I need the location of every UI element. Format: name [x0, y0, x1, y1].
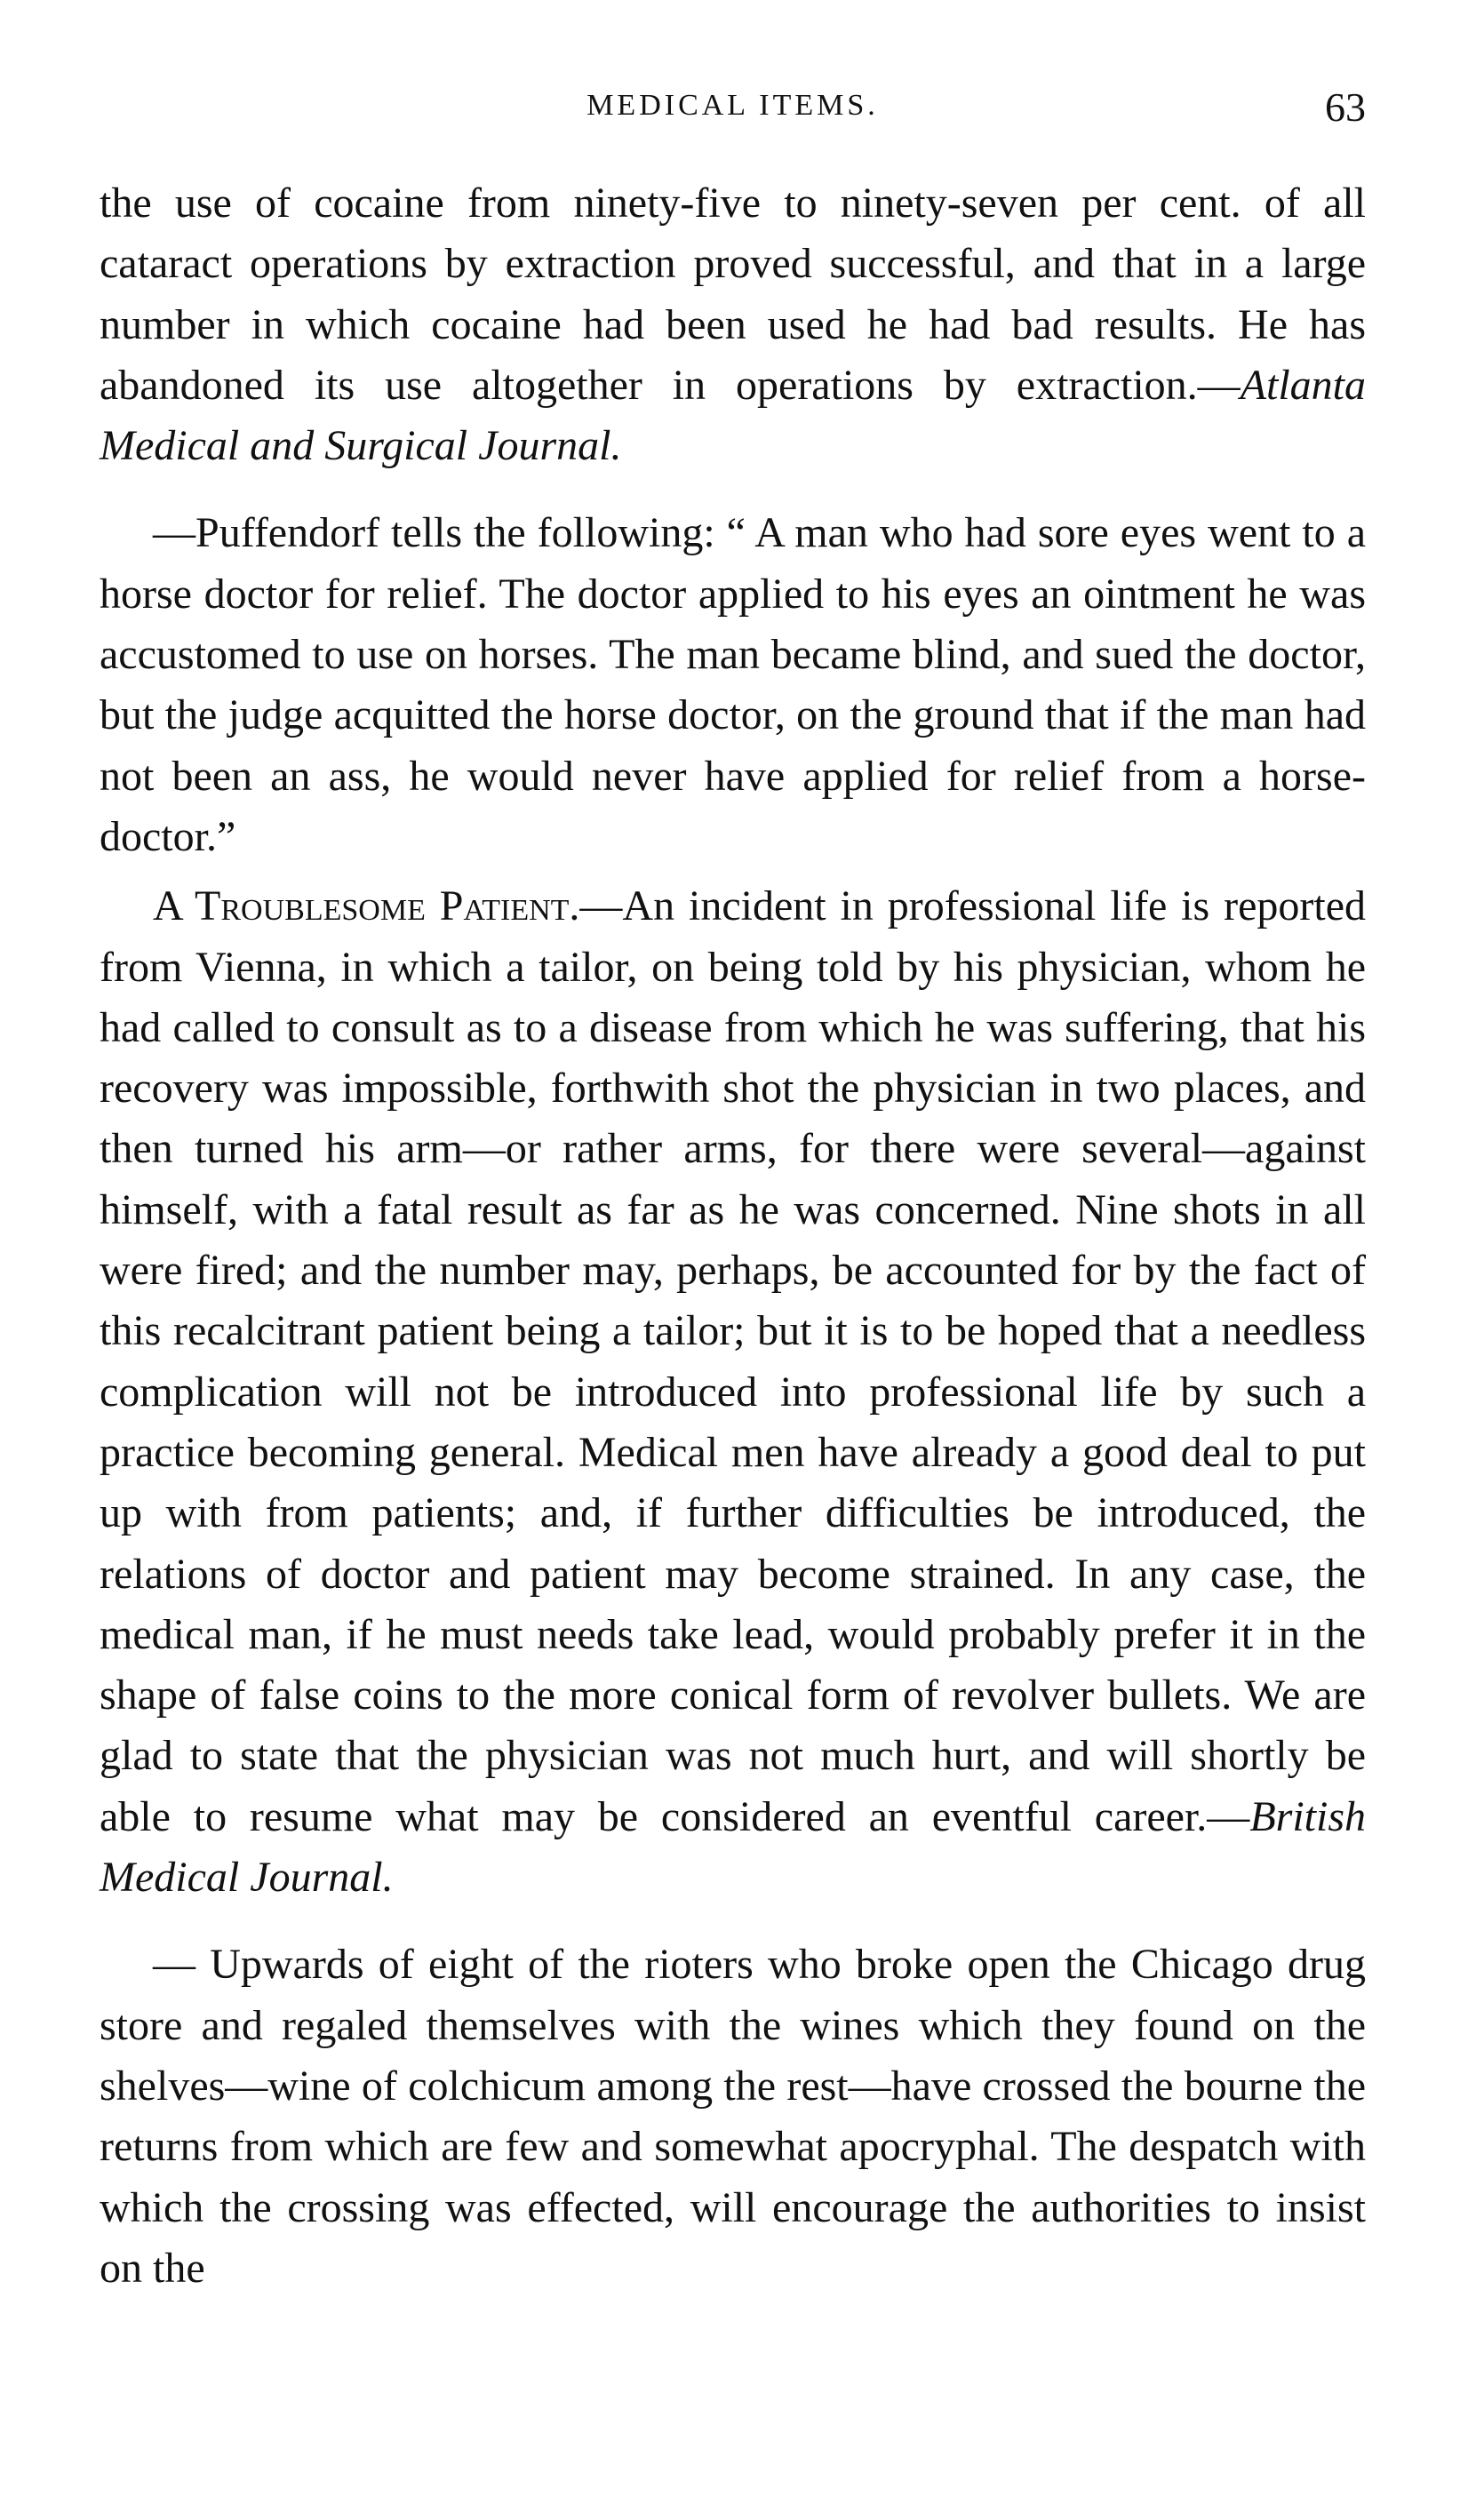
paragraph-heading: A Troublesome Patient.: [153, 882, 580, 930]
paragraph-puffendorf: [100, 503, 1366, 867]
paragraph-text: — Upwards of eight of the rioters who broke open the Chicago drug store and regaled themselves with the wines which they found on the shelves—wine of colchicum among the rest—have crossed the bourne the returns from which are few and somewhat apocryphal. The despatch with which the crossing was effected, will encourage the authorities to insist on the: [100, 1941, 1366, 2292]
citation: Atlanta Medical and Surgical Journal.: [100, 361, 1366, 470]
paragraph-cocaine: [100, 173, 1366, 476]
paragraph-troublesome-patient: [100, 876, 1366, 1908]
running-head: [100, 84, 1366, 142]
page-number: 63: [1325, 84, 1366, 130]
body-text: [100, 173, 1366, 2299]
paragraph-chicago-rioters: [100, 1935, 1366, 2299]
citation: British Medical Journal.: [100, 1792, 1366, 1902]
paragraph-text: the use of cocaine from ninety-five to ninety-seven per cent. of all cataract operations by extraction proved successful, and that in a large number in which cocaine had been used he had bad results. He has abandoned its use altogether in operations by extraction.—: [100, 180, 1366, 409]
paragraph-text: —Puffendorf tells the following: “ A man who had sore eyes went to a horse doctor for relief. The doctor applied to his eyes an ointment he was accustomed to use on horses. The man became blind, and sued the doctor, but the judge acquitted the horse doctor, on the ground that if the man had not been an ass, he would never have applied for relief from a horse-doctor.”: [100, 509, 1366, 860]
paragraph-text: —An incident in professional life is reported from Vienna, in which a tailor, on being told by his physician, whom he had called to consult as to a disease from which he was suffering, that his recovery was impossible, forthwith shot the physician in two places, and then turned his arm—or rather arms, for there were several—against himself, with a fatal result as far as he was concerned. Nine shots in all were fired; and the number may, perhaps, be accounted for by the fact of this recalcitrant patient being a tailor; but it is to be hoped that a needless complication will not be introduced into professional life by such a practice becoming general. Medical men have already a good deal to put up with from patients; and, if further difficulties be introduced, the relations of doctor and patient may become strained. In any case, the medical man, if he must needs take lead, would probably prefer it in the shape of false coins to the more conical form of revolver bullets. We are glad to state that the physician was not much hurt, and will shortly be able to resume what may be considered an eventful career.—: [100, 882, 1366, 1840]
running-title: MEDICAL ITEMS.: [586, 89, 879, 122]
